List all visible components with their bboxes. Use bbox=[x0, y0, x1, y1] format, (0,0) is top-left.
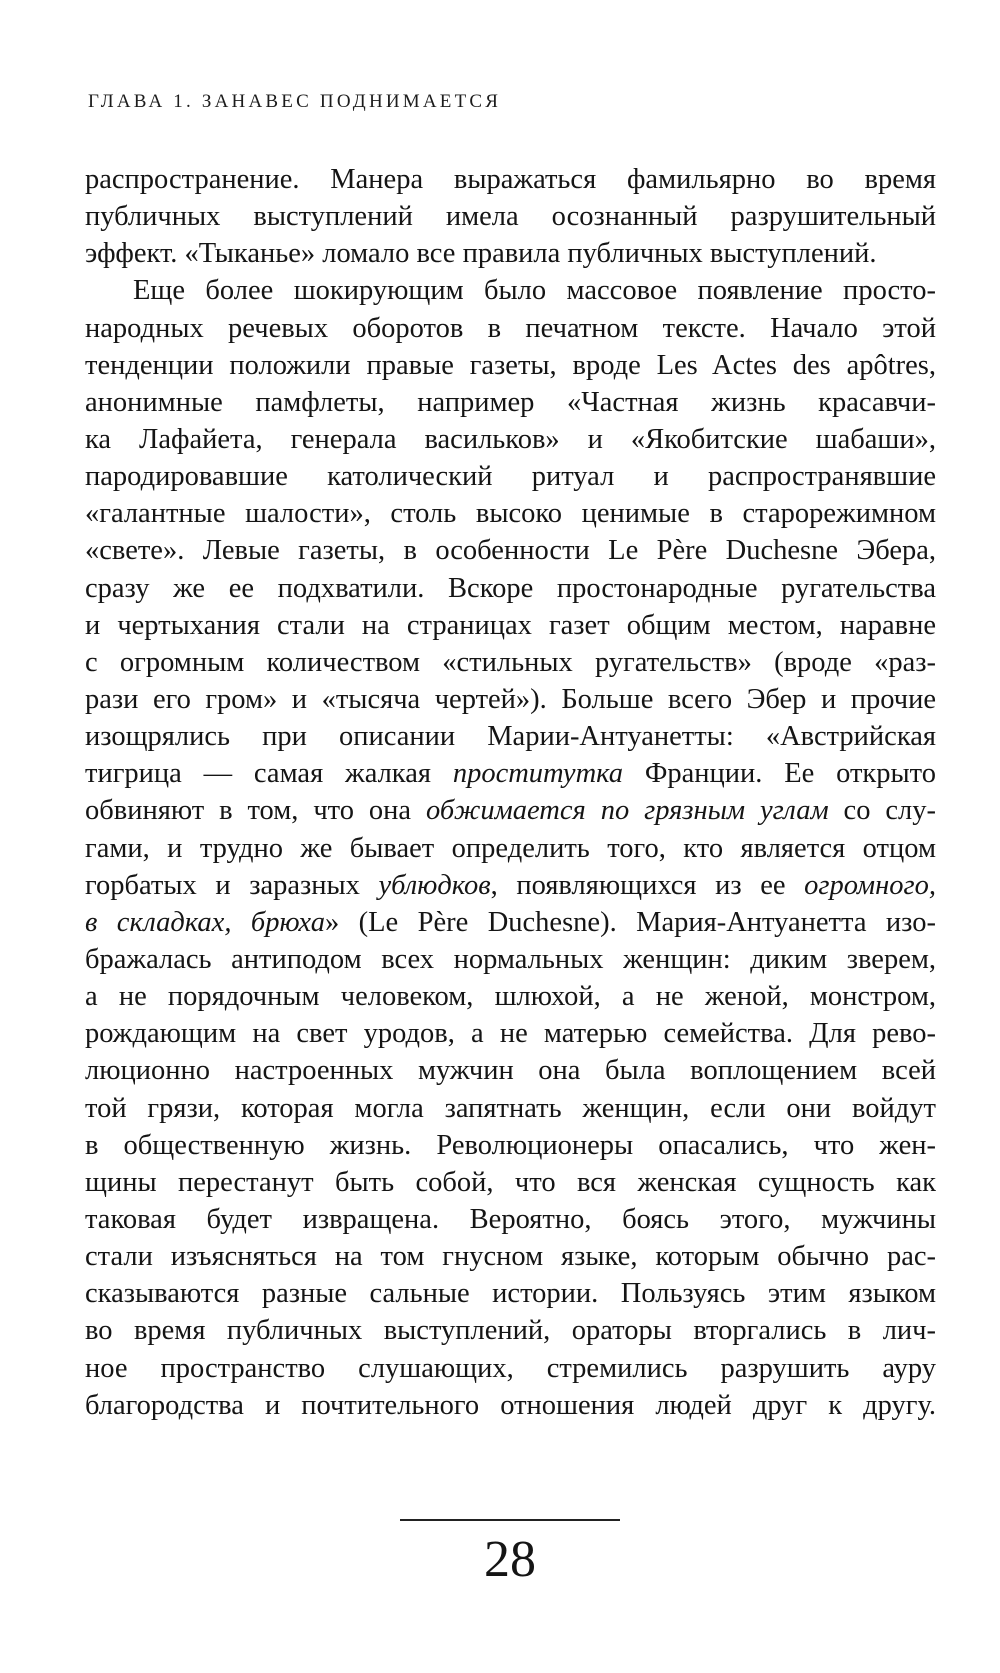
text-line: таковая будет извращена. Вероятно, боясь этого, мужчины bbox=[85, 1203, 936, 1235]
italic-phrase: в складках, брюха bbox=[85, 906, 325, 938]
text-line: люционно настроенных мужчин она была воплощением всей bbox=[85, 1055, 936, 1087]
text-line: анонимные памфлеты, например «Частная жизнь красавчи- bbox=[85, 386, 936, 418]
text-line: публичных выступлений имела осознанный разрушительный bbox=[85, 201, 936, 233]
text-line: той грязи, которая могла запятнать женщин, если они войдут bbox=[85, 1092, 936, 1124]
text-line: бражалась антиподом всех нормальных женщин: диким зверем, bbox=[85, 943, 936, 975]
page-number: 28 bbox=[484, 1531, 536, 1588]
text-line: изощрялись при описании Марии-Антуанетты: «Австрийская bbox=[85, 721, 936, 753]
text-line: и чертыхания стали на страницах газет общим местом, наравне bbox=[85, 609, 936, 641]
text-line: пародировавшие католический ритуал и распространявшие bbox=[85, 461, 936, 493]
folio-rule bbox=[400, 1519, 620, 1521]
text-line: ное пространство слушающих, стремились разрушить ауру bbox=[85, 1352, 936, 1384]
text-line: обвиняют в том, что она обжимается по грязным углам со слу- bbox=[85, 795, 936, 827]
italic-phrase: огромного, bbox=[804, 869, 936, 901]
text-line: рази его гром» и «тысяча чертей»). Больше всего Эбер и прочие bbox=[85, 683, 936, 715]
text-line: тенденции положили правые газеты, вроде Les Actes des apôtres, bbox=[85, 349, 936, 381]
italic-phrase: ублюдков bbox=[378, 869, 491, 901]
text-line: гами, и трудно же бывает определить того, кто является отцом bbox=[85, 832, 936, 864]
text-line: сразу же ее подхватили. Вскоре простонародные ругательства bbox=[85, 572, 936, 604]
text-line: в складках, брюха» (Le Père Duchesne). Мария-Антуанетта изо- bbox=[85, 906, 936, 938]
text-line: горбатых и заразных ублюдков, появляющихся из ее огромного, bbox=[85, 869, 936, 901]
italic-phrase: обжимается по грязным углам bbox=[426, 795, 829, 827]
text-line: во время публичных выступлений, ораторы вторгались в лич- bbox=[85, 1315, 936, 1347]
text-line: а не порядочным человеком, шлюхой, а не женой, монстром, bbox=[85, 981, 936, 1013]
running-head: ГЛАВА 1. ЗАНАВЕС ПОДНИМАЕТСЯ bbox=[88, 91, 502, 112]
text-line: стали изъясняться на том гнусном языке, которым обычно рас- bbox=[85, 1241, 936, 1273]
text-line: в общественную жизнь. Революционеры опасались, что жен- bbox=[85, 1129, 936, 1161]
text-line: сказываются разные сальные истории. Пользуясь этим языком bbox=[85, 1278, 936, 1310]
italic-phrase: проститутка bbox=[452, 758, 624, 790]
text-line: рождающим на свет уродов, а не матерью семейства. Для рево- bbox=[85, 1018, 936, 1050]
text-line: Еще более шокирующим было массовое появление просто- bbox=[133, 275, 936, 307]
text-line: «галантные шалости», столь высоко ценимые в старорежимном bbox=[85, 498, 936, 530]
text-line: народных речевых оборотов в печатном тексте. Начало этой bbox=[85, 312, 936, 344]
text-line: с огромным количеством «стильных ругательств» (вроде «раз- bbox=[85, 646, 936, 678]
text-line: тигрица — самая жалкая проститутка Франции. Ее открыто bbox=[85, 758, 936, 790]
text-line: ка Лафайета, генерала васильков» и «Якобитские шабаши», bbox=[85, 423, 936, 455]
body-text bbox=[85, 161, 936, 1424]
text-line: щины перестанут быть собой, что вся женская сущность как bbox=[85, 1166, 936, 1198]
text-line: распространение. Манера выражаться фамильярно во время bbox=[85, 164, 936, 195]
text-line: благородства и почтительного отношения людей друг к другу. bbox=[85, 1389, 936, 1421]
text-line: эффект. «Тыканье» ломало все правила публичных выступлений. bbox=[85, 238, 877, 270]
text-line: «свете». Левые газеты, в особенности Le Père Duchesne Эбера, bbox=[85, 535, 936, 567]
